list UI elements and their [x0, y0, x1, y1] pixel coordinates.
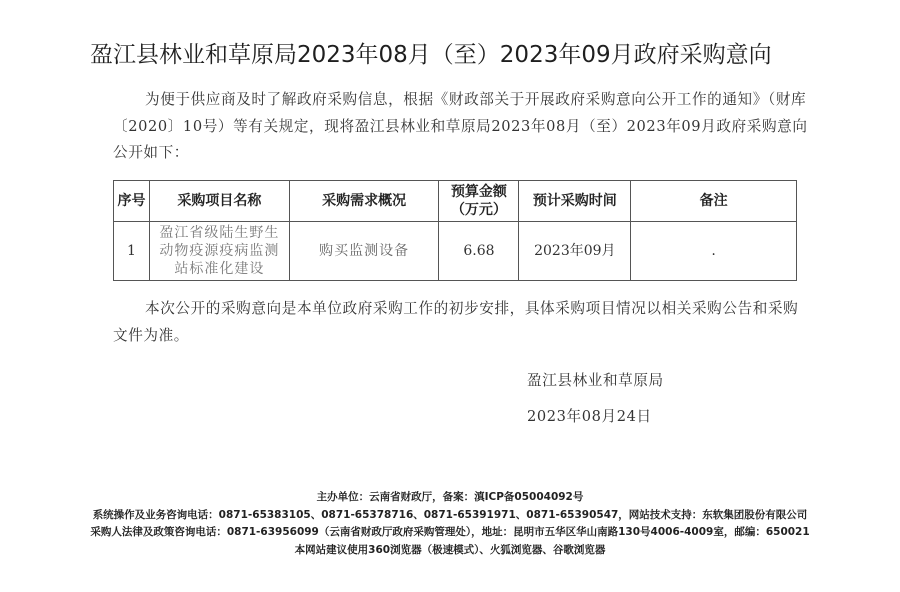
cell-time: 2023年09月	[519, 222, 631, 281]
cell-name: 盈江省级陆生野生动物疫源疫病监测站标准化建设	[149, 222, 289, 281]
footer-support-phones: 系统操作及业务咨询电话：0871-65383105、0871-65378716、0871-65391971、0871-65390547，网站技术支持：东软集团股份有限公司	[92, 508, 808, 521]
procurement-table	[113, 180, 797, 281]
footer-policy-contact: 采购人法律及政策咨询电话：0871-63956099（云南省财政厅政府采购管理处），地址：昆明市五华区华山南路130号4006-4009室，邮编：650021	[90, 526, 810, 538]
cell-no: 1	[114, 222, 150, 281]
cell-budget: 6.68	[439, 222, 519, 281]
footer-browser-note: 本网站建议使用360浏览器（极速模式）、火狐浏览器、谷歌浏览器	[294, 543, 606, 556]
header-time: 预计采购时间	[519, 181, 631, 222]
signature-organization: 盈江县林业和草原局	[527, 372, 664, 389]
site-footer	[0, 489, 900, 559]
header-no: 序号	[114, 181, 150, 222]
page-title: 盈江县林业和草原局2023年08月（至）2023年09月政府采购意向	[90, 42, 772, 68]
cell-summary: 购买监测设备	[289, 222, 439, 281]
header-budget: 预算金额（万元）	[439, 181, 519, 222]
header-remark: 备注	[631, 181, 797, 222]
footer-sponsor: 主办单位：云南省财政厅，备案：滇ICP备05004092号	[316, 491, 584, 503]
intro-paragraph: 为便于供应商及时了解政府采购信息，根据《财政部关于开展政府采购意向公开工作的通知》（财库〔2020〕10号）等有关规定，现将盈江县林业和草原局2023年08月（至）2023年09月政府采购意向公开如下：	[113, 91, 808, 161]
table-header-row	[114, 181, 797, 222]
signature-date: 2023年08月24日	[527, 408, 652, 425]
table-row	[114, 222, 797, 281]
closing-paragraph: 本次公开的采购意向是本单位政府采购工作的初步安排，具体采购项目情况以相关采购公告和采购文件为准。	[113, 300, 799, 344]
cell-remark: .	[631, 222, 797, 281]
header-name: 采购项目名称	[149, 181, 289, 222]
header-summary: 采购需求概况	[289, 181, 439, 222]
